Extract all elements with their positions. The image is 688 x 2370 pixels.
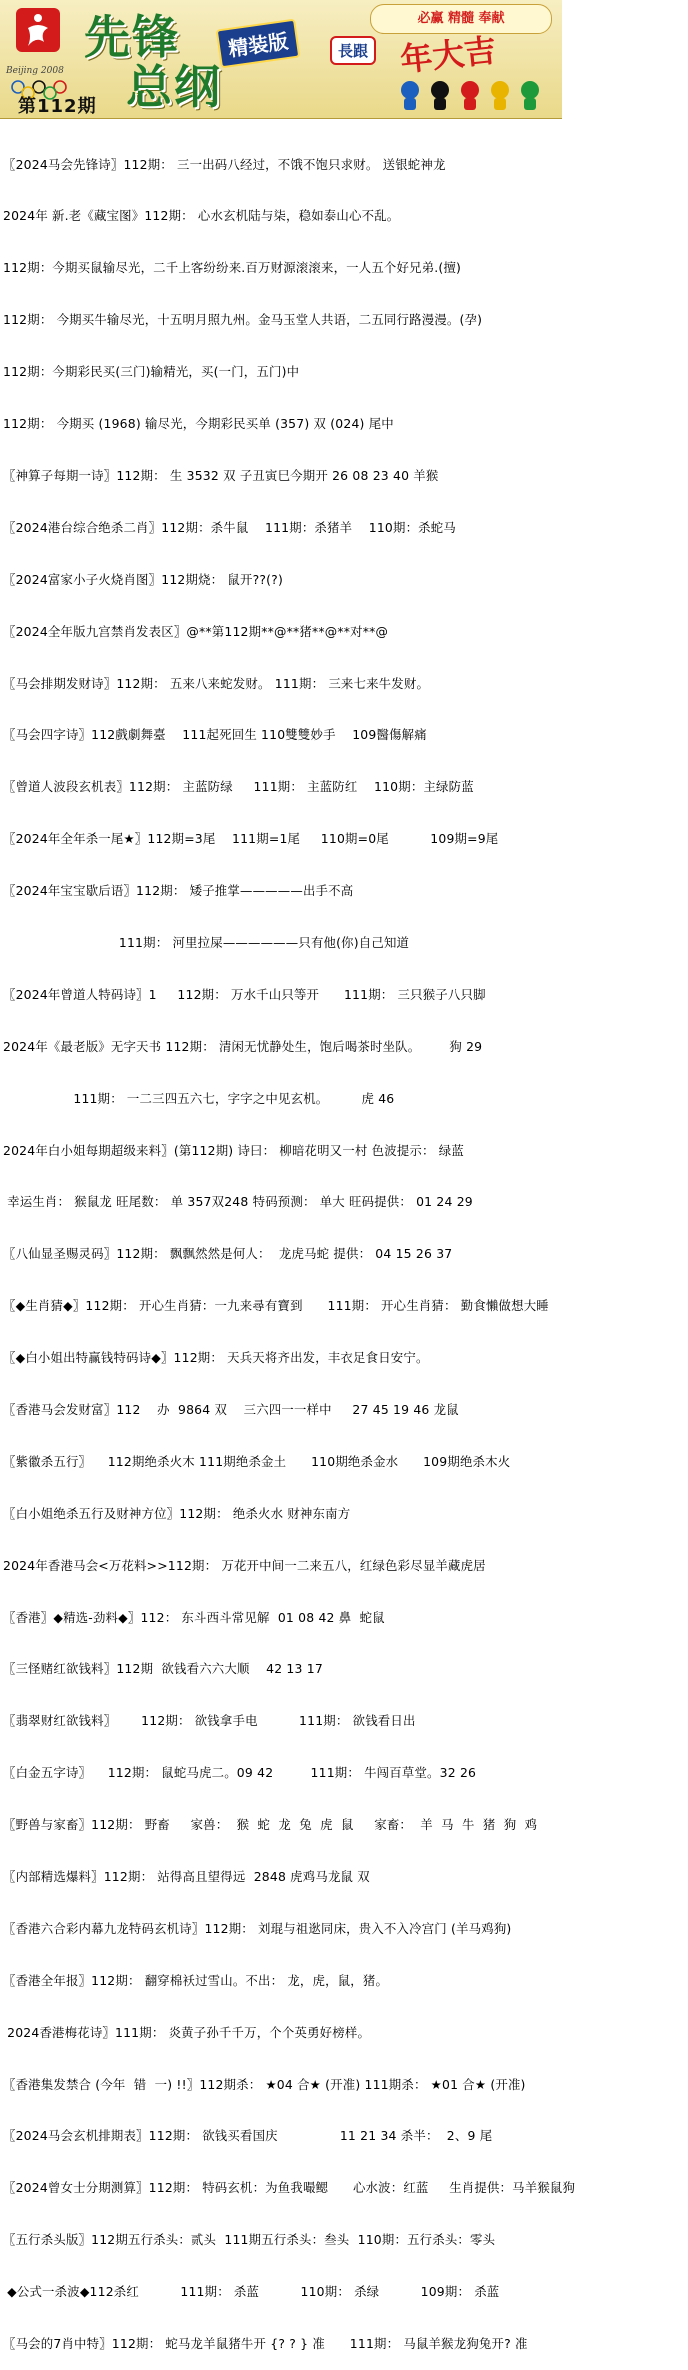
text-line: 〖八仙显圣赐灵码〗112期： 飘飘然然是何人： 龙虎马蛇 提供： 04 15 26 37 [3, 1246, 453, 1262]
text-line: 2024香港梅花诗〗111期： 炎黄子孙千千万，个个英勇好榜样。 [3, 2024, 371, 2040]
text-line: 〖香港〗◆精选-劲料◆〗112： 东斗西斗常见解 01 08 42 鼻 蛇鼠 [3, 1609, 385, 1625]
text-line: 〖2024马会玄机排期表〗112期： 欲钱买看国庆 11 21 34 杀半： 2、9 尾 [3, 2128, 493, 2144]
text-line: 2024年香港马会<万花料>>112期： 万花开中间一二来五八，红绿色彩尽显羊藏虎居 [3, 1557, 486, 1573]
text-line: 〖香港集发禁合 (今年 错 一) !!〗112期杀： ★04 合★ (开准) 111期杀： ★01 合★ (开准) [3, 2076, 526, 2092]
banner-title-part2: 总纲 [126, 60, 222, 114]
text-line: 112期：今期彩民买(三门)输精光，买(一门，五门)中 [3, 364, 300, 380]
mascots-illustration-icon [398, 78, 548, 112]
text-line: 〖曾道人波段玄机表〗112期： 主蓝防绿 111期： 主蓝防红 110期：主绿防蓝 [3, 779, 474, 795]
text-line: 〖三怪赌红欲钱料〗112期 欲钱看六六大顺 42 13 17 [3, 1661, 323, 1677]
text-line: 〖白小姐绝杀五行及财神方位〗112期： 绝杀火水 财神东南方 [3, 1505, 351, 1521]
text-line: 〖2024年宝宝歇后语〗112期： 矮子推掌—————出手不高 [3, 883, 354, 899]
issue-number: 第112期 [18, 96, 97, 117]
text-line: 〖马会排期发财诗〗112期： 五来八来蛇发财。 111期： 三来七来牛发财。 [3, 675, 430, 691]
brand-prefix: 長跟 [330, 36, 376, 65]
text-line: 幸运生肖： 猴鼠龙 旺尾数： 单 357双248 特码预测： 单大 旺码提供： 01 24 29 [3, 1194, 473, 1210]
text-line: 〖马会的7肖中特〗112期： 蛇马龙羊鼠猪牛开 {? ? } 准 111期： 马鼠羊猴龙狗兔开? 准 [3, 2336, 528, 2351]
text-line: 〖香港马会发财富〗112 办 9864 双 三六四一一样中 27 45 19 46 龙鼠 [3, 1401, 459, 1417]
text-line: 112期：今期买鼠输尽光，二千上客纷纷来.百万财源滚滚来，一人五个好兄弟.(擅) [3, 260, 462, 276]
text-line: 2024年《最老版》无字天书 112期： 清闲无忧静处生，饱后喝茶时坐队。 狗 29 [3, 1038, 483, 1054]
text-line: 〖2024富家小子火烧肖图〗112期烧： 鼠开??(?) [3, 571, 283, 587]
text-line: 〖白金五字诗〗 112期： 鼠蛇马虎二。09 42 111期： 牛闯百草堂。32 26 [3, 1765, 477, 1781]
text-line: 〖2024马会先锋诗〗112期： 三一出码八经过，不饿不饱只求财。 送银蛇神龙 [3, 156, 446, 172]
text-line: 〖紫徽杀五行〗 112期绝杀火木 111期绝杀金土 110期绝杀金水 109期绝杀木火 [3, 1453, 511, 1469]
text-line: 〖2024年曾道人特码诗〗1 112期： 万水千山只等开 111期： 三只猴子八只脚 [3, 986, 486, 1002]
text-line: 111期： 河里拉屎——————只有他(你)自己知道 [3, 934, 410, 950]
header-banner [0, 0, 562, 119]
text-line: 〖翡翠财红欲钱料〗 112期： 欲钱拿手电 111期： 欲钱看日出 [3, 1713, 416, 1729]
text-line: 〖香港六合彩内幕九龙特码玄机诗〗112期： 刘琨与祖逖同床，贵入不入冷宫门 (羊马鸡狗) [3, 1920, 512, 1936]
beijing-2008-emblem-icon [10, 6, 66, 68]
text-line: 〖神算子每期一诗〗112期： 生 3532 双 子丑寅巳今期开 26 08 23 40 羊猴 [3, 467, 439, 483]
text-line: 〖马会四字诗〗112戲劇舞臺 111起死回生 110雙雙妙手 109醫傷解痛 [3, 727, 427, 743]
brand-name: 年大吉 [398, 31, 498, 79]
text-line: 〖香港全年报〗112期： 翻穿棉袄过雪山。不出： 龙，虎，鼠，猪。 [3, 1972, 389, 1988]
beijing-2008-label: Beijing 2008 [6, 66, 64, 76]
text-line: 〖五行杀头版〗112期五行杀头：贰头 111期五行杀头：叁头 110期：五行杀头：零头 [3, 2232, 496, 2248]
text-line: ◆公式一杀波◆112杀红 111期： 杀蓝 110期： 杀绿 109期： 杀蓝 [3, 2284, 500, 2300]
text-line: 〖2024年全年杀一尾★〗112期=3尾 111期=1尾 110期=0尾 109期=9尾 [3, 831, 499, 847]
edition-badge: 精装版 [216, 19, 301, 69]
text-line: 〖◆白小姐出特赢钱特码诗◆〗112期： 天兵天将齐出发，丰衣足食日安宁。 [3, 1350, 429, 1366]
text-line: 〖◆生肖猜◆〗112期： 开心生肖猜：一九来尋有寶到 111期： 开心生肖猜： 勤食懶做想大睡 [3, 1298, 549, 1314]
text-line: 〖2024港台综合绝杀二肖〗112期：杀牛鼠 111期：杀猪羊 110期：杀蛇马 [3, 519, 456, 535]
text-line: 〖野兽与家畜〗112期： 野畜 家兽： 猴 蛇 龙 兔 虎 鼠 家畜： 羊 马 牛 猪 狗 鸡 [3, 1817, 538, 1833]
text-line: 2024年 新.老《藏宝图》112期： 心水玄机陆与柒，稳如泰山心不乱。 [3, 208, 400, 224]
text-line: 112期： 今期买 (1968) 输尽光，今期彩民买单 (357) 双 (024) 尾中 [3, 416, 394, 432]
text-line: 〖2024全年版九宫禁肖发表区〗@**第112期**@**猪**@**对**@ [3, 623, 389, 639]
tips-text-body [3, 121, 685, 2370]
text-line: 〖2024曾女士分期测算〗112期： 特码玄机：为鱼我嘬鳃 心水波：红蓝 生肖提供：马羊猴鼠狗 [3, 2180, 576, 2196]
text-line: 〖内部精选爆料〗112期： 站得高且望得远 2848 虎鸡马龙鼠 双 [3, 1868, 370, 1884]
text-line: 2024年白小姐每期超级来料〗(第112期) 诗曰： 柳暗花明又一村 色波提示： 绿蓝 [3, 1142, 464, 1158]
slogan-box: 必赢 精髓 奉献 [370, 4, 552, 34]
text-line: 111期： 一二三四五六七，字字之中见玄机。 虎 46 [3, 1090, 395, 1106]
banner-title-part1: 先锋 [84, 10, 180, 64]
text-line: 112期： 今期买牛输尽光，十五明月照九州。金马玉堂人共语，二五同行路漫漫。(孕) [3, 312, 483, 328]
